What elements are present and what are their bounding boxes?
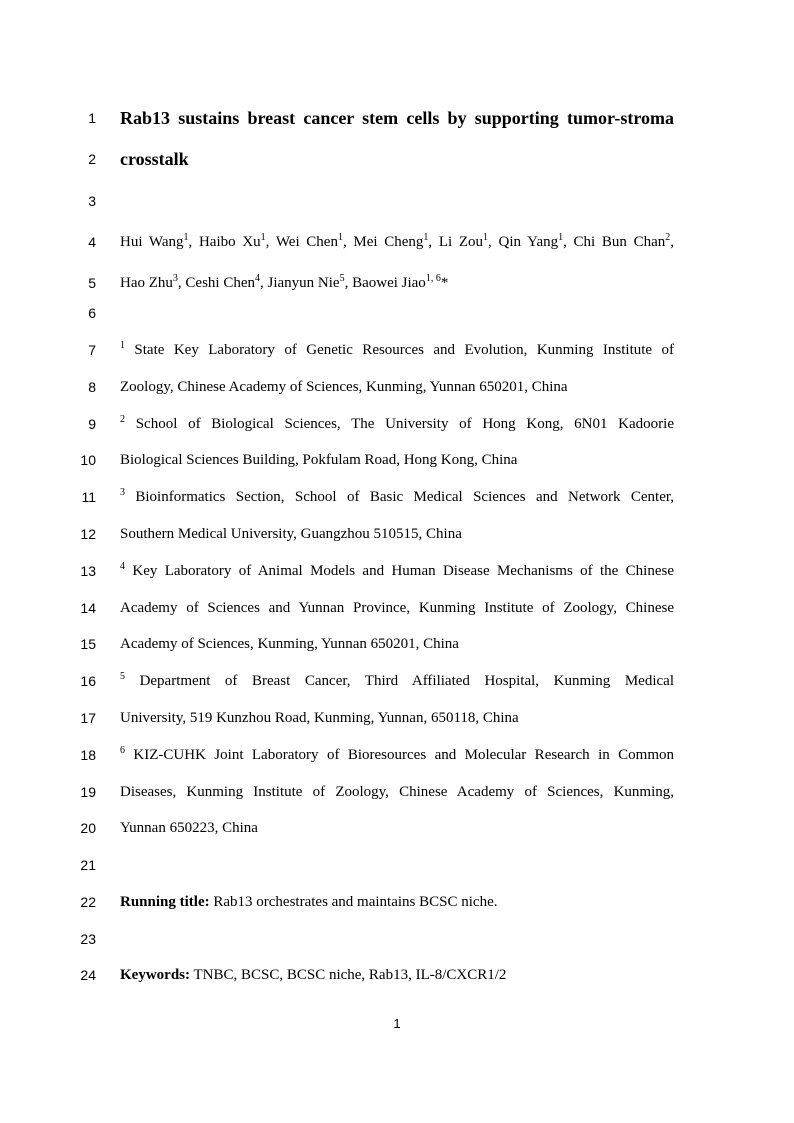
keywords-text: TNBC, BCSC, BCSC niche, Rab13, IL-8/CXCR1/2 <box>190 967 507 983</box>
keywords <box>120 963 674 987</box>
line-number: 19 <box>80 784 96 800</box>
affiliation-superscript: 5 <box>339 273 345 284</box>
separator: , <box>265 234 276 250</box>
manuscript-line <box>0 412 794 436</box>
affiliation-4 <box>120 559 674 583</box>
manuscript-line <box>0 522 794 546</box>
author-name: Baowei Jiao <box>352 275 426 291</box>
author-name: Hui Wang <box>120 234 184 250</box>
affiliation-text: Diseases, Kunming Institute of Zoology, Chinese Academy of Sciences, Kunming, <box>120 784 674 800</box>
affiliation-number: 6 <box>120 745 125 756</box>
manuscript-line <box>0 816 794 840</box>
manuscript-line <box>0 853 794 877</box>
separator: , <box>260 275 268 291</box>
affiliation-text: Zoology, Chinese Academy of Sciences, Kunming, Yunnan 650201, China <box>120 379 568 395</box>
affiliation-text: University, 519 Kunzhou Road, Kunming, Yunnan, 650118, China <box>120 710 519 726</box>
affiliation-text: KIZ-CUHK Joint Laboratory of Bioresources and Molecular Research in Common <box>125 747 674 763</box>
page-number: 1 <box>393 1016 401 1031</box>
running-title-text: Rab13 orchestrates and maintains BCSC niche. <box>209 894 498 910</box>
affiliation-superscript: 4 <box>255 273 260 284</box>
line-number: 18 <box>80 747 96 763</box>
manuscript-line <box>0 448 794 472</box>
manuscript-line <box>0 890 794 914</box>
affiliation-number: 2 <box>120 414 125 425</box>
affiliation-6 <box>120 743 674 767</box>
line-number: 7 <box>88 342 96 358</box>
separator: , <box>563 234 574 250</box>
manuscript-line <box>0 927 794 951</box>
manuscript-line <box>0 147 794 171</box>
line-number: 3 <box>88 193 96 209</box>
author-name: Jianyun Nie <box>267 275 340 291</box>
affiliation-5 <box>120 669 674 693</box>
separator: , <box>342 234 354 250</box>
affiliation-number: 4 <box>120 561 125 572</box>
affiliation-text: Yunnan 650223, China <box>120 820 258 836</box>
affiliation-text: School of Biological Sciences, The University of Hong Kong, 6N01 Kadoorie <box>125 416 674 432</box>
author-list-line-1 <box>120 230 674 254</box>
manuscript-line <box>0 669 794 693</box>
author-name: Li Zou <box>438 234 484 250</box>
author-name: Wei Chen <box>275 234 338 250</box>
affiliation-superscript: 1 <box>423 232 429 243</box>
line-number: 8 <box>88 379 96 395</box>
line-number: 13 <box>80 563 96 579</box>
affiliation-2 <box>120 412 674 436</box>
title-line-1: Rab13 sustains breast cancer stem cells by supporting tumor-stroma <box>120 108 674 128</box>
affiliation-3 <box>120 485 674 509</box>
line-number: 15 <box>80 636 96 652</box>
line-number: 4 <box>88 234 96 250</box>
manuscript-line <box>0 106 794 130</box>
separator: , <box>428 234 439 250</box>
manuscript-line <box>0 189 794 213</box>
keywords-label: Keywords: <box>120 967 190 983</box>
line-number: 11 <box>81 489 96 505</box>
affiliation-superscript: 1, 6 <box>425 273 441 284</box>
separator: , <box>177 275 186 291</box>
affiliation-text: Academy of Sciences and Yunnan Province, Kunming Institute of Zoology, Chinese <box>120 600 674 616</box>
separator: , <box>344 275 353 291</box>
running-title <box>120 890 674 914</box>
line-number: 21 <box>80 857 96 873</box>
affiliation-superscript: 3 <box>172 273 178 284</box>
manuscript-line <box>0 632 794 656</box>
line-number: 9 <box>88 416 96 432</box>
manuscript-line <box>0 375 794 399</box>
line-number: 24 <box>80 967 96 983</box>
affiliation-superscript: 1 <box>483 232 489 243</box>
author-name: Haibo Xu <box>198 234 261 250</box>
manuscript-line <box>0 338 794 362</box>
manuscript-line <box>0 963 794 987</box>
line-number: 2 <box>88 151 96 167</box>
manuscript-line <box>0 743 794 767</box>
line-number: 1 <box>88 110 96 126</box>
affiliation-superscript: 1 <box>260 232 266 243</box>
author-name: Hao Zhu <box>120 275 173 291</box>
affiliation-number: 5 <box>120 671 125 682</box>
affiliation-text: Key Laboratory of Animal Models and Human Disease Mechanisms of the Chinese <box>125 563 674 579</box>
corresponding-author-mark: * <box>440 275 449 291</box>
title-line-2: crosstalk <box>120 149 189 169</box>
line-number: 16 <box>80 673 96 689</box>
line-number: 6 <box>88 305 96 321</box>
separator: , <box>670 234 675 250</box>
author-name: Ceshi Chen <box>185 275 255 291</box>
line-number: 10 <box>80 452 96 468</box>
affiliation-text: Department of Breast Cancer, Third Affiliated Hospital, Kunming Medical <box>125 673 674 689</box>
separator: , <box>488 234 499 250</box>
author-name: Qin Yang <box>498 234 559 250</box>
affiliation-text: Southern Medical University, Guangzhou 510515, China <box>120 526 462 542</box>
line-number: 23 <box>80 931 96 947</box>
affiliation-text: Bioinformatics Section, School of Basic Medical Sciences and Network Center, <box>125 489 674 505</box>
manuscript-line <box>0 301 794 325</box>
line-number: 12 <box>80 526 96 542</box>
line-number: 5 <box>88 275 96 291</box>
affiliation-1 <box>120 338 674 362</box>
line-number: 17 <box>80 710 96 726</box>
manuscript-line <box>0 230 794 254</box>
author-name: Mei Cheng <box>353 234 424 250</box>
affiliation-superscript: 2 <box>665 232 671 243</box>
affiliation-superscript: 1 <box>337 232 343 243</box>
affiliation-text: Biological Sciences Building, Pokfulam Road, Hong Kong, China <box>120 452 518 468</box>
running-title-label: Running title: <box>120 894 210 910</box>
line-number: 20 <box>80 820 96 836</box>
affiliation-superscript: 1 <box>558 232 564 243</box>
manuscript-line <box>0 596 794 620</box>
author-name: Chi Bun Chan <box>573 234 666 250</box>
author-list-line-2 <box>120 271 674 295</box>
manuscript-line <box>0 559 794 583</box>
affiliation-number: 3 <box>120 487 125 498</box>
affiliation-text: State Key Laboratory of Genetic Resources and Evolution, Kunming Institute of <box>125 342 674 358</box>
line-number: 14 <box>80 600 96 616</box>
separator: , <box>188 234 199 250</box>
affiliation-text: Academy of Sciences, Kunming, Yunnan 650201, China <box>120 636 459 652</box>
affiliation-number: 1 <box>120 340 125 351</box>
line-number: 22 <box>80 894 96 910</box>
manuscript-line <box>0 271 794 295</box>
affiliation-superscript: 1 <box>183 232 189 243</box>
manuscript-line <box>0 780 794 804</box>
manuscript-line <box>0 706 794 730</box>
manuscript-line <box>0 485 794 509</box>
